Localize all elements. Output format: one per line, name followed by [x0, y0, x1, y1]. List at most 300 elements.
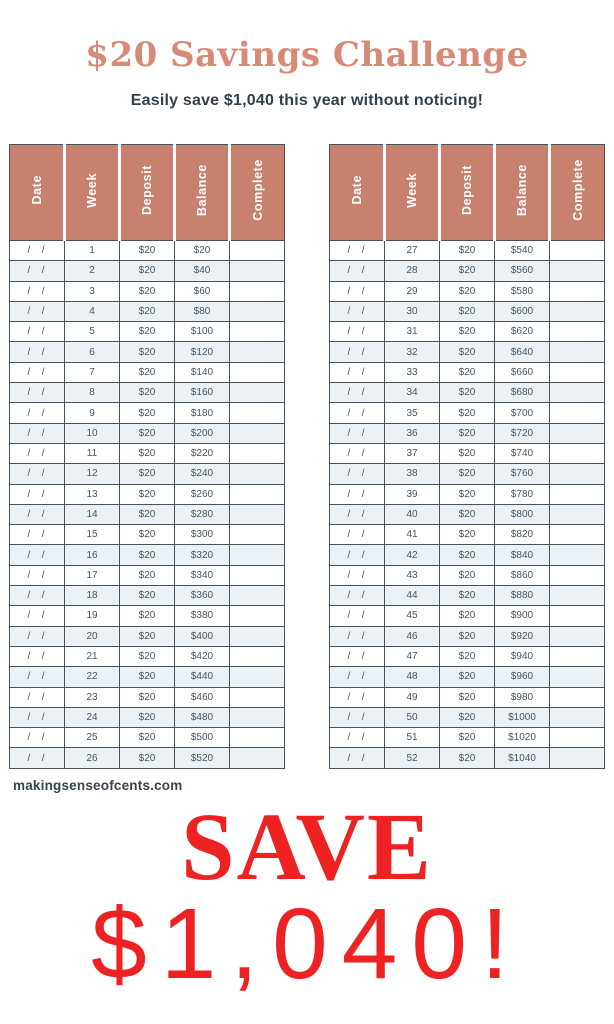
date-cell: / /: [330, 281, 385, 301]
balance-cell: $480: [175, 707, 230, 727]
deposit-cell: $20: [440, 707, 495, 727]
complete-cell: [550, 667, 605, 687]
balance-cell: $220: [175, 443, 230, 463]
date-cell: / /: [10, 403, 65, 423]
banner-amount-text: $1,040!: [91, 887, 523, 1000]
date-cell: / /: [330, 626, 385, 646]
date-cell: / /: [10, 646, 65, 666]
header-complete: Complete: [230, 145, 285, 241]
week-cell: 30: [385, 301, 440, 321]
week-cell: 52: [385, 748, 440, 768]
deposit-cell: $20: [120, 545, 175, 565]
week-cell: 51: [385, 728, 440, 748]
balance-cell: $880: [495, 586, 550, 606]
week-cell: 46: [385, 626, 440, 646]
deposit-cell: $20: [120, 667, 175, 687]
complete-cell: [550, 464, 605, 484]
complete-cell: [230, 728, 285, 748]
complete-cell: [230, 322, 285, 342]
deposit-cell: $20: [440, 646, 495, 666]
deposit-cell: $20: [440, 342, 495, 362]
table-row: [10, 586, 285, 606]
date-cell: / /: [10, 667, 65, 687]
date-cell: / /: [10, 626, 65, 646]
week-cell: 25: [65, 728, 120, 748]
table-row: [10, 281, 285, 301]
table-row: [10, 301, 285, 321]
complete-cell: [550, 362, 605, 382]
date-cell: / /: [10, 301, 65, 321]
table-row: [330, 728, 605, 748]
banner-save-text: SAVE: [181, 792, 433, 900]
deposit-cell: $20: [440, 301, 495, 321]
deposit-cell: $20: [120, 484, 175, 504]
balance-cell: $300: [175, 525, 230, 545]
week-cell: 39: [385, 484, 440, 504]
balance-cell: $700: [495, 403, 550, 423]
complete-cell: [550, 443, 605, 463]
balance-cell: $100: [175, 322, 230, 342]
deposit-cell: $20: [440, 525, 495, 545]
complete-cell: [550, 565, 605, 585]
table-row: [330, 383, 605, 403]
table-row: [10, 362, 285, 382]
complete-cell: [230, 281, 285, 301]
date-cell: / /: [10, 728, 65, 748]
balance-cell: $840: [495, 545, 550, 565]
table-row: [10, 626, 285, 646]
table-row: [10, 383, 285, 403]
deposit-cell: $20: [440, 565, 495, 585]
balance-cell: $280: [175, 504, 230, 524]
week-cell: 16: [65, 545, 120, 565]
deposit-cell: $20: [120, 362, 175, 382]
date-cell: / /: [10, 707, 65, 727]
table-row: [10, 748, 285, 768]
deposit-cell: $20: [120, 342, 175, 362]
deposit-cell: $20: [120, 241, 175, 261]
date-cell: / /: [10, 484, 65, 504]
deposit-cell: $20: [120, 586, 175, 606]
date-cell: / /: [10, 322, 65, 342]
week-cell: 21: [65, 646, 120, 666]
balance-cell: $640: [495, 342, 550, 362]
header-deposit: Deposit: [440, 145, 495, 241]
deposit-cell: $20: [440, 281, 495, 301]
complete-cell: [230, 362, 285, 382]
complete-cell: [550, 545, 605, 565]
balance-cell: $340: [175, 565, 230, 585]
complete-cell: [550, 748, 605, 768]
deposit-cell: $20: [120, 606, 175, 626]
complete-cell: [550, 342, 605, 362]
table-row: [10, 687, 285, 707]
table-header-row: [330, 145, 605, 241]
table-row: [10, 261, 285, 281]
table-row: [10, 525, 285, 545]
complete-cell: [230, 504, 285, 524]
week-cell: 9: [65, 403, 120, 423]
balance-cell: $680: [495, 383, 550, 403]
table-row: [10, 646, 285, 666]
table-row: [10, 423, 285, 443]
date-cell: / /: [330, 728, 385, 748]
balance-cell: $1040: [495, 748, 550, 768]
complete-cell: [230, 301, 285, 321]
week-cell: 7: [65, 362, 120, 382]
balance-cell: $620: [495, 322, 550, 342]
balance-cell: $580: [495, 281, 550, 301]
complete-cell: [230, 241, 285, 261]
balance-cell: $540: [495, 241, 550, 261]
complete-cell: [230, 586, 285, 606]
table-row: [330, 342, 605, 362]
week-cell: 28: [385, 261, 440, 281]
balance-cell: $160: [175, 383, 230, 403]
header-date: Date: [10, 145, 65, 241]
complete-cell: [550, 322, 605, 342]
week-cell: 48: [385, 667, 440, 687]
balance-cell: $520: [175, 748, 230, 768]
complete-cell: [230, 484, 285, 504]
balance-cell: $60: [175, 281, 230, 301]
deposit-cell: $20: [120, 728, 175, 748]
balance-cell: $260: [175, 484, 230, 504]
date-cell: / /: [10, 281, 65, 301]
week-cell: 29: [385, 281, 440, 301]
balance-cell: $400: [175, 626, 230, 646]
page-title: $20 Savings Challenge: [85, 35, 529, 75]
deposit-cell: $20: [440, 484, 495, 504]
week-cell: 49: [385, 687, 440, 707]
balance-cell: $760: [495, 464, 550, 484]
deposit-cell: $20: [120, 707, 175, 727]
complete-cell: [550, 707, 605, 727]
week-cell: 50: [385, 707, 440, 727]
complete-cell: [550, 261, 605, 281]
complete-cell: [550, 687, 605, 707]
date-cell: / /: [330, 565, 385, 585]
date-cell: / /: [10, 504, 65, 524]
complete-cell: [550, 525, 605, 545]
header-balance: Balance: [175, 145, 230, 241]
site-url: makingsenseofcents.com: [13, 777, 183, 793]
week-cell: 43: [385, 565, 440, 585]
balance-cell: $200: [175, 423, 230, 443]
complete-cell: [550, 586, 605, 606]
table-row: [10, 342, 285, 362]
complete-cell: [550, 728, 605, 748]
complete-cell: [550, 301, 605, 321]
deposit-cell: $20: [440, 464, 495, 484]
date-cell: / /: [10, 748, 65, 768]
balance-cell: $800: [495, 504, 550, 524]
complete-cell: [230, 748, 285, 768]
complete-cell: [230, 707, 285, 727]
tables-container: [0, 144, 614, 769]
week-cell: 20: [65, 626, 120, 646]
table-row: [10, 728, 285, 748]
table-header-row: [10, 145, 285, 241]
deposit-cell: $20: [120, 261, 175, 281]
date-cell: / /: [330, 261, 385, 281]
balance-cell: $460: [175, 687, 230, 707]
complete-cell: [230, 443, 285, 463]
week-cell: 22: [65, 667, 120, 687]
table-row: [330, 504, 605, 524]
week-cell: 31: [385, 322, 440, 342]
deposit-cell: $20: [120, 383, 175, 403]
balance-cell: $860: [495, 565, 550, 585]
table-row: [10, 241, 285, 261]
week-cell: 36: [385, 423, 440, 443]
table-row: [330, 707, 605, 727]
balance-cell: $380: [175, 606, 230, 626]
date-cell: / /: [330, 646, 385, 666]
table-row: [10, 443, 285, 463]
table-row: [10, 606, 285, 626]
table-row: [330, 545, 605, 565]
balance-cell: $660: [495, 362, 550, 382]
date-cell: / /: [10, 443, 65, 463]
date-cell: / /: [330, 342, 385, 362]
complete-cell: [550, 423, 605, 443]
date-cell: / /: [10, 586, 65, 606]
complete-cell: [230, 525, 285, 545]
table-row: [330, 606, 605, 626]
header-week: Week: [385, 145, 440, 241]
complete-cell: [550, 626, 605, 646]
table-row: [330, 586, 605, 606]
date-cell: / /: [330, 484, 385, 504]
week-cell: 4: [65, 301, 120, 321]
complete-cell: [550, 403, 605, 423]
header-deposit: Deposit: [120, 145, 175, 241]
complete-cell: [230, 261, 285, 281]
complete-cell: [230, 687, 285, 707]
deposit-cell: $20: [440, 626, 495, 646]
date-cell: / /: [10, 545, 65, 565]
week-cell: 27: [385, 241, 440, 261]
week-cell: 15: [65, 525, 120, 545]
balance-cell: $20: [175, 241, 230, 261]
complete-cell: [230, 545, 285, 565]
date-cell: / /: [10, 525, 65, 545]
week-cell: 17: [65, 565, 120, 585]
deposit-cell: $20: [120, 626, 175, 646]
table-row: [330, 403, 605, 423]
week-cell: 14: [65, 504, 120, 524]
complete-cell: [230, 626, 285, 646]
date-cell: / /: [330, 403, 385, 423]
table-row: [330, 443, 605, 463]
complete-cell: [230, 423, 285, 443]
header-balance: Balance: [495, 145, 550, 241]
deposit-cell: $20: [440, 687, 495, 707]
deposit-cell: $20: [440, 748, 495, 768]
balance-cell: $740: [495, 443, 550, 463]
table-row: [330, 525, 605, 545]
week-cell: 38: [385, 464, 440, 484]
table-row: [10, 403, 285, 423]
complete-cell: [550, 606, 605, 626]
table-row: [10, 545, 285, 565]
balance-cell: $320: [175, 545, 230, 565]
date-cell: / /: [330, 423, 385, 443]
deposit-cell: $20: [120, 281, 175, 301]
complete-cell: [230, 646, 285, 666]
date-cell: / /: [330, 464, 385, 484]
deposit-cell: $20: [440, 728, 495, 748]
balance-cell: $500: [175, 728, 230, 748]
week-cell: 32: [385, 342, 440, 362]
week-cell: 45: [385, 606, 440, 626]
table-row: [330, 261, 605, 281]
savings-table-weeks-1-26: [9, 144, 285, 769]
date-cell: / /: [10, 565, 65, 585]
deposit-cell: $20: [440, 362, 495, 382]
date-cell: / /: [330, 606, 385, 626]
balance-cell: $420: [175, 646, 230, 666]
savings-table-weeks-27-52: [329, 144, 605, 769]
deposit-cell: $20: [120, 443, 175, 463]
table-row: [330, 423, 605, 443]
date-cell: / /: [10, 362, 65, 382]
balance-cell: $360: [175, 586, 230, 606]
week-cell: 42: [385, 545, 440, 565]
week-cell: 34: [385, 383, 440, 403]
week-cell: 40: [385, 504, 440, 524]
deposit-cell: $20: [120, 403, 175, 423]
deposit-cell: $20: [440, 383, 495, 403]
balance-cell: $940: [495, 646, 550, 666]
date-cell: / /: [330, 443, 385, 463]
complete-cell: [230, 606, 285, 626]
week-cell: 2: [65, 261, 120, 281]
deposit-cell: $20: [120, 525, 175, 545]
balance-cell: $1020: [495, 728, 550, 748]
balance-cell: $180: [175, 403, 230, 423]
deposit-cell: $20: [440, 545, 495, 565]
balance-cell: $240: [175, 464, 230, 484]
week-cell: 5: [65, 322, 120, 342]
week-cell: 6: [65, 342, 120, 362]
week-cell: 33: [385, 362, 440, 382]
deposit-cell: $20: [120, 748, 175, 768]
week-cell: 23: [65, 687, 120, 707]
deposit-cell: $20: [440, 667, 495, 687]
date-cell: / /: [330, 687, 385, 707]
week-cell: 35: [385, 403, 440, 423]
complete-cell: [230, 342, 285, 362]
date-cell: / /: [10, 342, 65, 362]
week-cell: 3: [65, 281, 120, 301]
date-cell: / /: [10, 423, 65, 443]
complete-cell: [550, 504, 605, 524]
week-cell: 18: [65, 586, 120, 606]
date-cell: / /: [10, 261, 65, 281]
deposit-cell: $20: [440, 322, 495, 342]
page-subtitle: Easily save $1,040 this year without noticing!: [130, 92, 484, 109]
header-week: Week: [65, 145, 120, 241]
week-cell: 47: [385, 646, 440, 666]
table-row: [330, 687, 605, 707]
balance-cell: $140: [175, 362, 230, 382]
balance-cell: $920: [495, 626, 550, 646]
balance-cell: $720: [495, 423, 550, 443]
date-cell: / /: [330, 525, 385, 545]
table-row: [330, 464, 605, 484]
date-cell: / /: [330, 667, 385, 687]
week-cell: 41: [385, 525, 440, 545]
balance-cell: $40: [175, 261, 230, 281]
table-row: [330, 301, 605, 321]
table-row: [330, 322, 605, 342]
balance-cell: $120: [175, 342, 230, 362]
deposit-cell: $20: [440, 261, 495, 281]
week-cell: 19: [65, 606, 120, 626]
table-row: [10, 565, 285, 585]
date-cell: / /: [330, 301, 385, 321]
week-cell: 24: [65, 707, 120, 727]
complete-cell: [230, 667, 285, 687]
week-cell: 1: [65, 241, 120, 261]
week-cell: 26: [65, 748, 120, 768]
date-cell: / /: [10, 464, 65, 484]
date-cell: / /: [330, 322, 385, 342]
complete-cell: [230, 464, 285, 484]
table-row: [330, 646, 605, 666]
header-date: Date: [330, 145, 385, 241]
balance-cell: $560: [495, 261, 550, 281]
date-cell: / /: [330, 586, 385, 606]
date-cell: / /: [330, 707, 385, 727]
deposit-cell: $20: [440, 403, 495, 423]
week-cell: 13: [65, 484, 120, 504]
balance-cell: $600: [495, 301, 550, 321]
complete-cell: [550, 281, 605, 301]
deposit-cell: $20: [120, 464, 175, 484]
table-row: [330, 667, 605, 687]
balance-cell: $960: [495, 667, 550, 687]
complete-cell: [230, 565, 285, 585]
balance-cell: $780: [495, 484, 550, 504]
deposit-cell: $20: [120, 646, 175, 666]
deposit-cell: $20: [120, 565, 175, 585]
deposit-cell: $20: [120, 301, 175, 321]
table-row: [330, 748, 605, 768]
date-cell: / /: [330, 748, 385, 768]
table-row: [10, 667, 285, 687]
table-row: [330, 362, 605, 382]
week-cell: 8: [65, 383, 120, 403]
complete-cell: [550, 241, 605, 261]
deposit-cell: $20: [120, 423, 175, 443]
week-cell: 37: [385, 443, 440, 463]
table-row: [10, 464, 285, 484]
balance-cell: $980: [495, 687, 550, 707]
header-complete: Complete: [550, 145, 605, 241]
deposit-cell: $20: [440, 241, 495, 261]
table-row: [330, 626, 605, 646]
balance-cell: $820: [495, 525, 550, 545]
balance-cell: $900: [495, 606, 550, 626]
table-row: [10, 484, 285, 504]
week-cell: 11: [65, 443, 120, 463]
date-cell: / /: [330, 504, 385, 524]
table-row: [330, 241, 605, 261]
table-row: [10, 504, 285, 524]
